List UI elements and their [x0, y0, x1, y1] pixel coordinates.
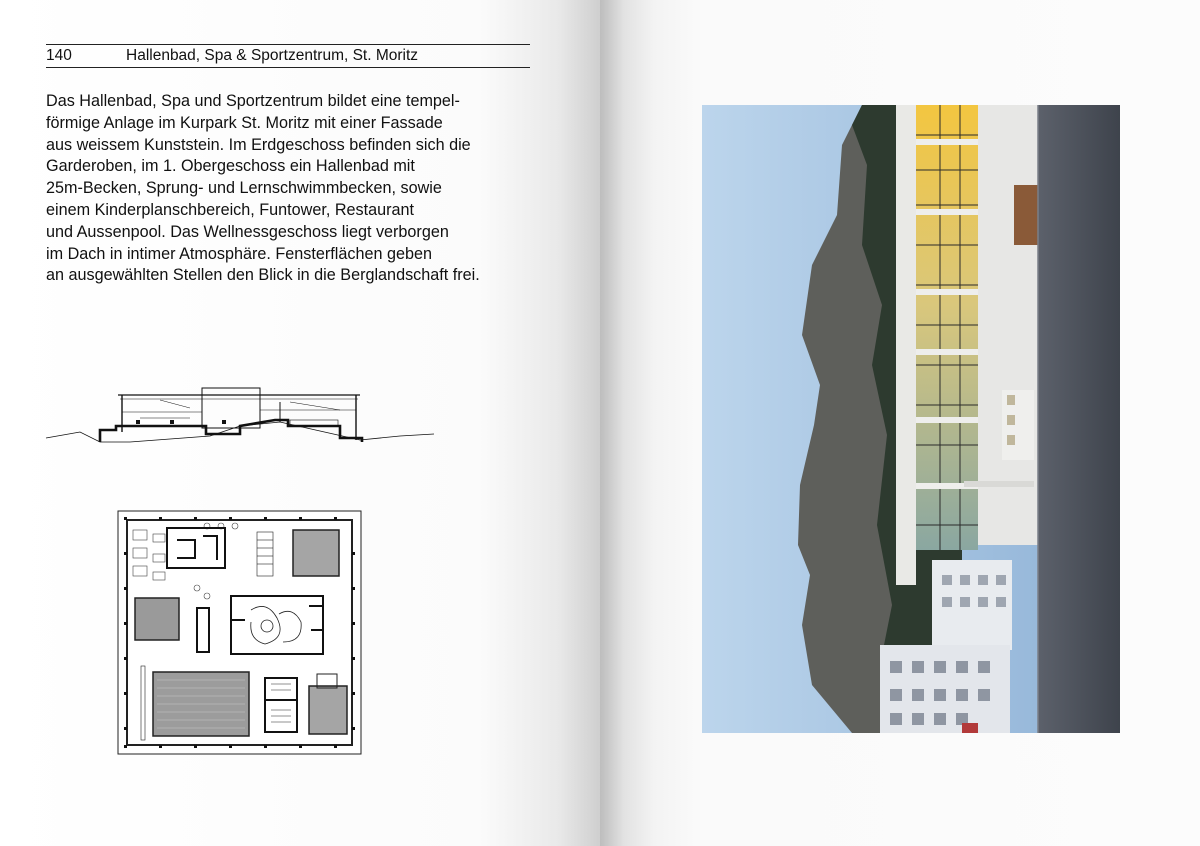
body-paragraph	[46, 91, 546, 287]
body-line: aus weissem Kunststein. Im Erdgeschoss befinden sich die	[46, 135, 471, 154]
running-header	[46, 44, 530, 68]
body-line: Garderoben, im 1. Obergeschoss ein Hallenbad mit	[46, 157, 415, 176]
body-line: im Dach in intimer Atmosphäre. Fensterflächen geben	[46, 244, 432, 263]
body-line: und Aussenpool. Das Wellnessgeschoss liegt verborgen	[46, 222, 449, 241]
body-line: an ausgewählten Stellen den Blick in die Berglandschaft frei.	[46, 266, 480, 285]
building-section-drawing	[40, 380, 440, 460]
body-line: Das Hallenbad, Spa und Sportzentrum bildet eine tempel-	[46, 92, 460, 110]
page-title: Hallenbad, Spa & Sportzentrum, St. Moritz	[126, 47, 419, 64]
body-line: einem Kinderplanschbereich, Funtower, Restaurant	[46, 200, 415, 219]
body-line: förmige Anlage im Kurpark St. Moritz mit einer Fassade	[46, 113, 443, 132]
body-line: 25m-Becken, Sprung- und Lernschwimmbecken, sowie	[46, 179, 442, 198]
floor-plan-drawing	[117, 510, 362, 755]
page-number: 140	[46, 47, 72, 64]
building-photograph	[702, 105, 1120, 733]
